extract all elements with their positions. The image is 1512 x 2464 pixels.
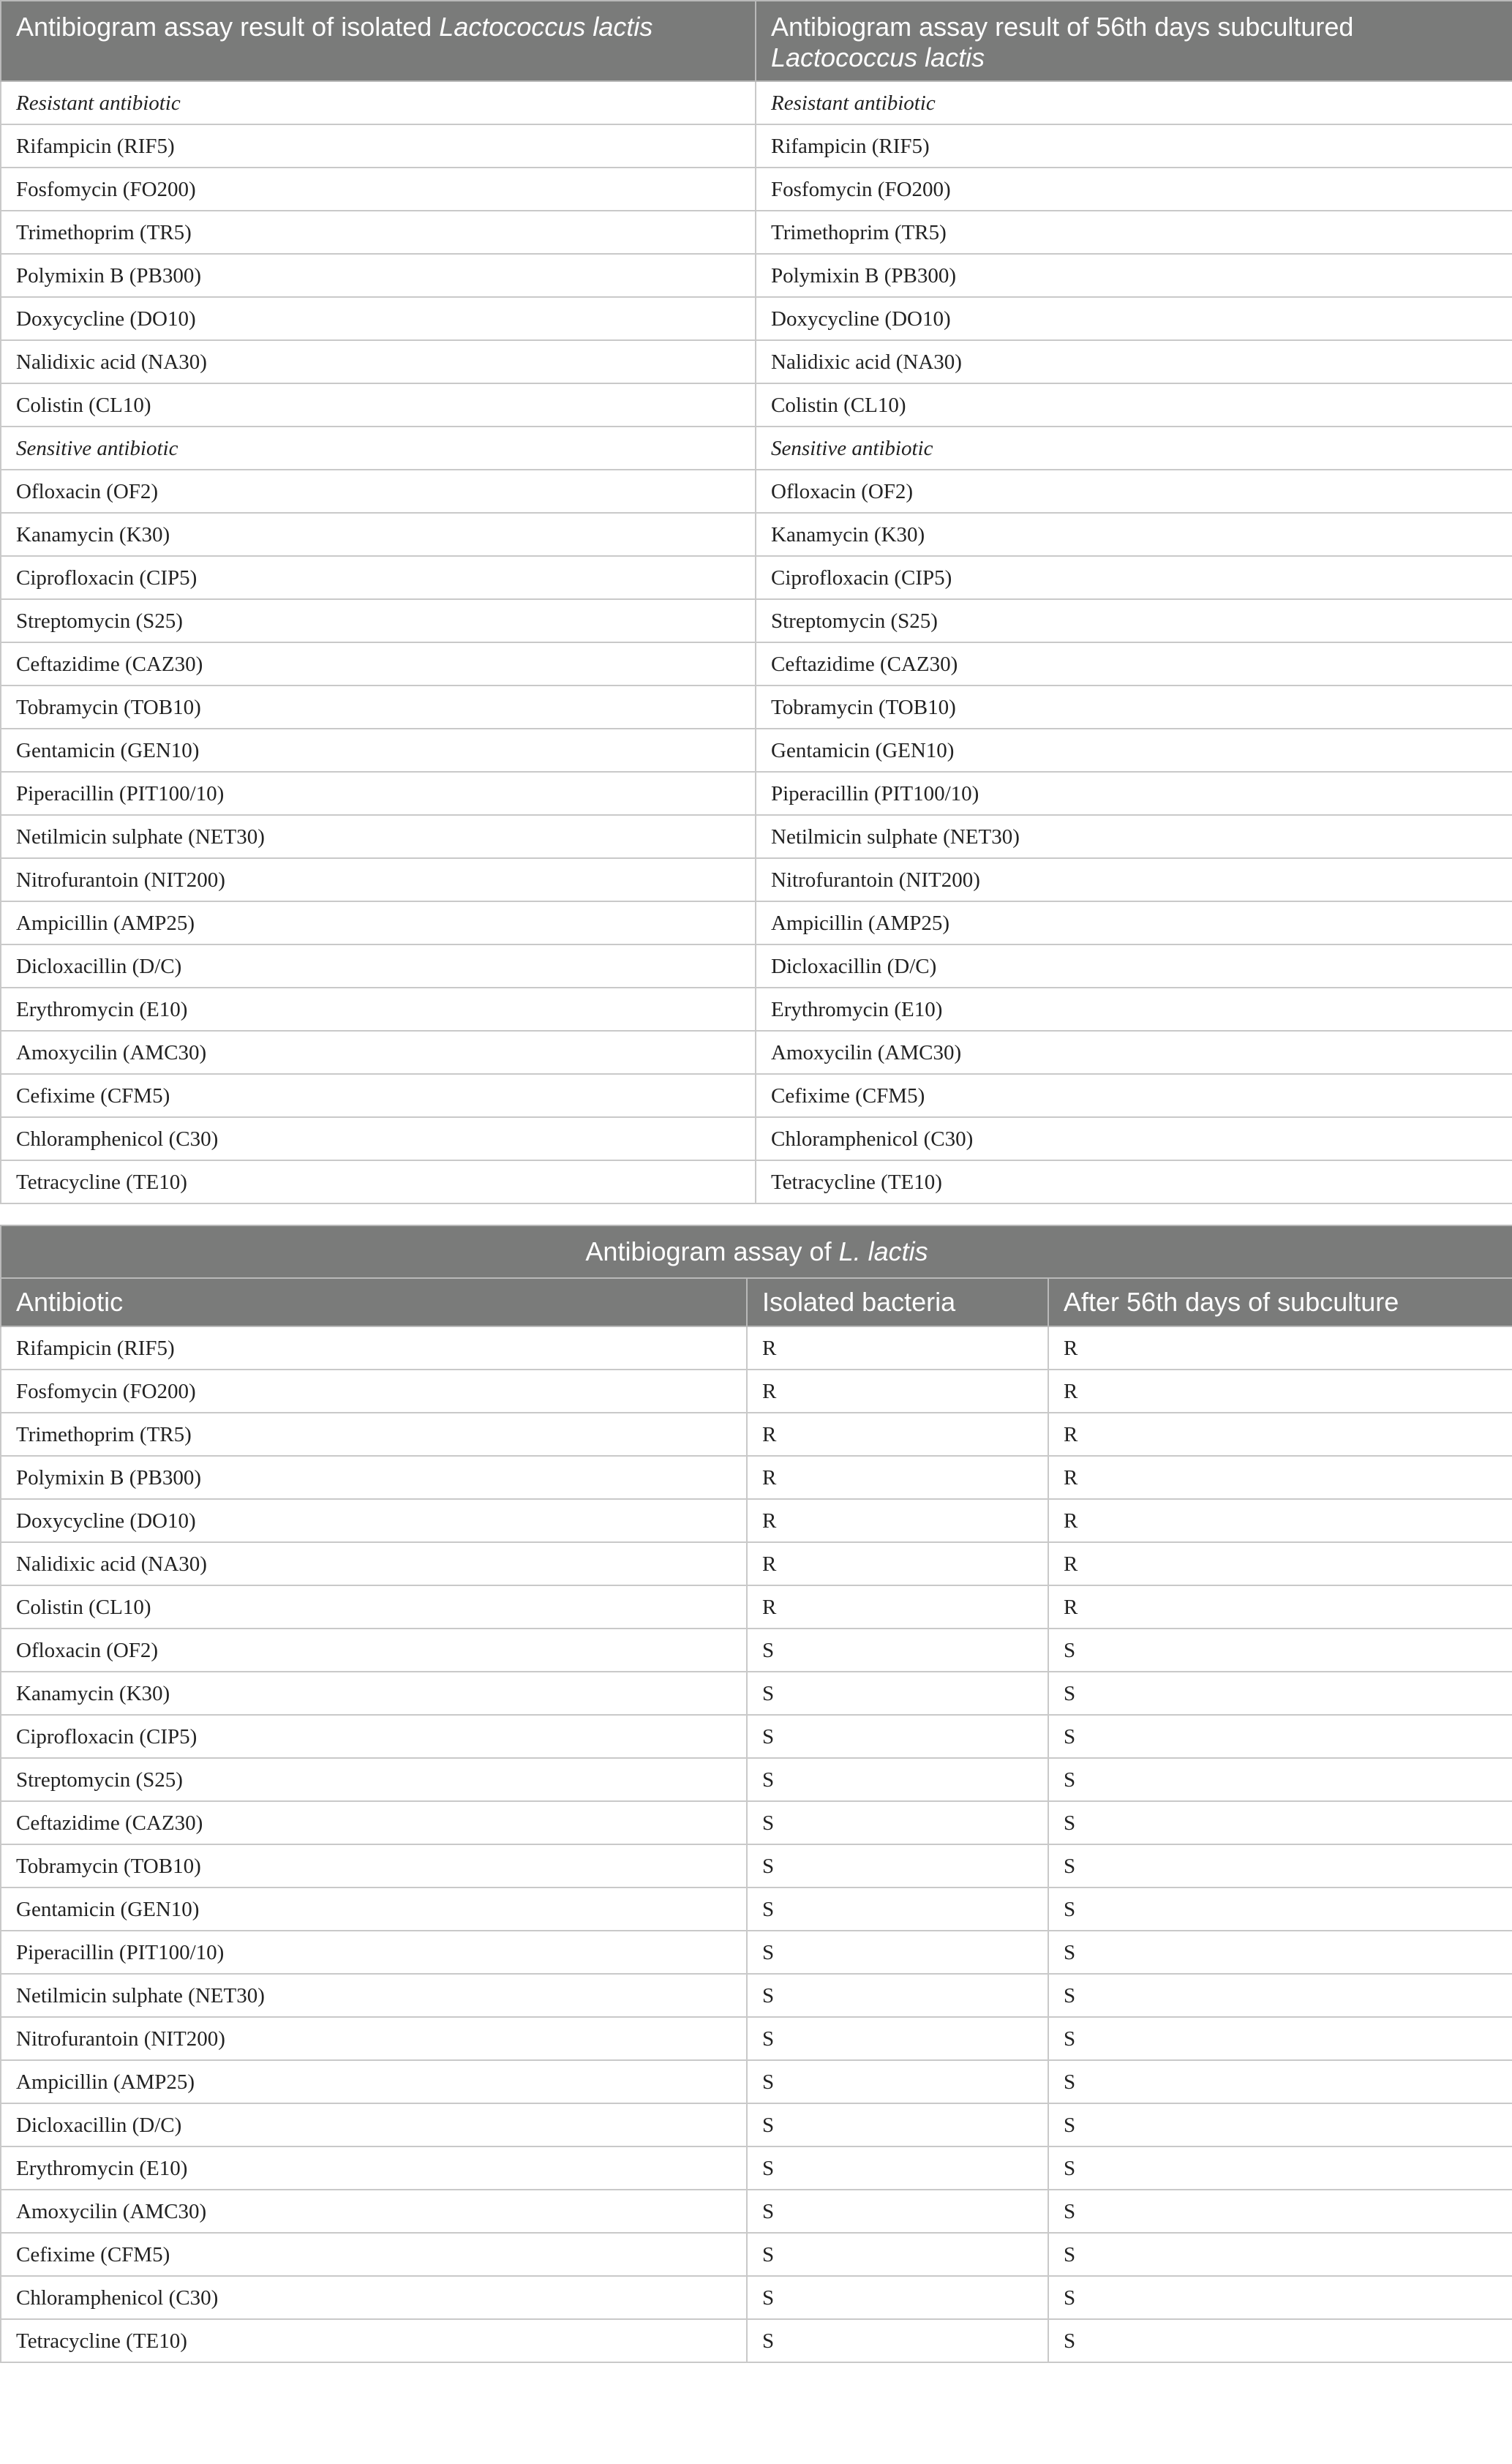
table-row — [1, 2190, 1512, 2233]
antibiotic-cell: Tobramycin (TOB10) — [1, 1844, 747, 1888]
antibiotic-cell: Tetracycline (TE10) — [1, 2319, 747, 2362]
table-row — [1, 211, 1512, 254]
subculture-result-cell: S — [1048, 2233, 1512, 2276]
subcultured-cell: Dicloxacillin (D/C) — [756, 944, 1512, 988]
table-row — [1, 1758, 1512, 1801]
subculture-result-cell: S — [1048, 2319, 1512, 2362]
subculture-result-cell: R — [1048, 1456, 1512, 1499]
antibiotic-cell: Cefixime (CFM5) — [1, 2233, 747, 2276]
subculture-result-cell: S — [1048, 1844, 1512, 1888]
subcultured-cell: Cefixime (CFM5) — [756, 1074, 1512, 1117]
table-row — [1, 1672, 1512, 1715]
table-row — [1, 1629, 1512, 1672]
subcultured-cell: Streptomycin (S25) — [756, 599, 1512, 642]
isolated-result-cell: R — [747, 1542, 1048, 1585]
isolated-cell: Nitrofurantoin (NIT200) — [1, 858, 756, 901]
antibiotic-cell: Netilmicin sulphate (NET30) — [1, 1974, 747, 2017]
isolated-cell: Piperacillin (PIT100/10) — [1, 772, 756, 815]
isolated-result-cell: S — [747, 1974, 1048, 2017]
subcultured-cell: Resistant antibiotic — [756, 81, 1512, 124]
subculture-result-cell: S — [1048, 2017, 1512, 2060]
subcultured-cell: Ceftazidime (CAZ30) — [756, 642, 1512, 686]
table-row — [1, 124, 1512, 168]
subculture-result-cell: S — [1048, 1715, 1512, 1758]
subcultured-cell: Nalidixic acid (NA30) — [756, 340, 1512, 383]
isolated-result-cell: R — [747, 1413, 1048, 1456]
table-row — [1, 297, 1512, 340]
isolated-cell: Erythromycin (E10) — [1, 988, 756, 1031]
table-row — [1, 1499, 1512, 1542]
isolated-cell: Sensitive antibiotic — [1, 427, 756, 470]
isolated-result-cell: R — [747, 1326, 1048, 1370]
table-row — [1, 2060, 1512, 2103]
table-row — [1, 642, 1512, 686]
table2-header-isolated: Isolated bacteria — [747, 1278, 1048, 1326]
isolated-result-cell: R — [747, 1585, 1048, 1629]
isolated-cell: Rifampicin (RIF5) — [1, 124, 756, 168]
subcultured-cell: Erythromycin (E10) — [756, 988, 1512, 1031]
subcultured-cell: Amoxycilin (AMC30) — [756, 1031, 1512, 1074]
subcultured-cell: Kanamycin (K30) — [756, 513, 1512, 556]
isolated-result-cell: R — [747, 1499, 1048, 1542]
isolated-cell: Resistant antibiotic — [1, 81, 756, 124]
subculture-result-cell: R — [1048, 1585, 1512, 1629]
subcultured-cell: Polymixin B (PB300) — [756, 254, 1512, 297]
table-row — [1, 1542, 1512, 1585]
table-row — [1, 1031, 1512, 1074]
isolated-result-cell: S — [747, 2233, 1048, 2276]
subcultured-cell: Chloramphenicol (C30) — [756, 1117, 1512, 1160]
table-row — [1, 1117, 1512, 1160]
subculture-result-cell: S — [1048, 2276, 1512, 2319]
antibiogram-summary-table — [0, 1225, 1512, 2363]
isolated-result-cell: S — [747, 2017, 1048, 2060]
table-row — [1, 1456, 1512, 1499]
isolated-cell: Trimethoprim (TR5) — [1, 211, 756, 254]
table-row — [1, 1160, 1512, 1203]
isolated-cell: Doxycycline (DO10) — [1, 297, 756, 340]
antibiogram-comparison-table — [0, 0, 1512, 1204]
antibiotic-cell: Trimethoprim (TR5) — [1, 1413, 747, 1456]
table-row — [1, 168, 1512, 211]
isolated-cell: Ceftazidime (CAZ30) — [1, 642, 756, 686]
antibiotic-cell: Dicloxacillin (D/C) — [1, 2103, 747, 2146]
table-row — [1, 772, 1512, 815]
table1-body — [1, 81, 1512, 1203]
isolated-cell: Fosfomycin (FO200) — [1, 168, 756, 211]
antibiotic-cell: Ciprofloxacin (CIP5) — [1, 1715, 747, 1758]
table-row — [1, 729, 1512, 772]
antibiotic-cell: Doxycycline (DO10) — [1, 1499, 747, 1542]
antibiotic-cell: Gentamicin (GEN10) — [1, 1888, 747, 1931]
isolated-result-cell: S — [747, 1801, 1048, 1844]
antibiotic-cell: Ofloxacin (OF2) — [1, 1629, 747, 1672]
antibiotic-cell: Nalidixic acid (NA30) — [1, 1542, 747, 1585]
subculture-result-cell: S — [1048, 2060, 1512, 2103]
table-row — [1, 556, 1512, 599]
subculture-result-cell: S — [1048, 2190, 1512, 2233]
antibiotic-cell: Polymixin B (PB300) — [1, 1456, 747, 1499]
isolated-cell: Cefixime (CFM5) — [1, 1074, 756, 1117]
table-row — [1, 340, 1512, 383]
isolated-cell: Polymixin B (PB300) — [1, 254, 756, 297]
isolated-result-cell: S — [747, 1844, 1048, 1888]
isolated-cell: Streptomycin (S25) — [1, 599, 756, 642]
table-row — [1, 1585, 1512, 1629]
isolated-cell: Amoxycilin (AMC30) — [1, 1031, 756, 1074]
table-row — [1, 1974, 1512, 2017]
table-row — [1, 254, 1512, 297]
isolated-cell: Dicloxacillin (D/C) — [1, 944, 756, 988]
antibiotic-cell: Colistin (CL10) — [1, 1585, 747, 1629]
antibiotic-cell: Kanamycin (K30) — [1, 1672, 747, 1715]
table-row — [1, 513, 1512, 556]
subcultured-cell: Trimethoprim (TR5) — [756, 211, 1512, 254]
subcultured-cell: Ciprofloxacin (CIP5) — [756, 556, 1512, 599]
isolated-cell: Nalidixic acid (NA30) — [1, 340, 756, 383]
isolated-result-cell: S — [747, 2103, 1048, 2146]
table-row — [1, 988, 1512, 1031]
table2-caption: Antibiogram assay of L. lactis — [1, 1225, 1512, 1278]
table-row — [1, 2276, 1512, 2319]
subculture-result-cell: R — [1048, 1370, 1512, 1413]
antibiotic-cell: Fosfomycin (FO200) — [1, 1370, 747, 1413]
isolated-result-cell: S — [747, 1931, 1048, 1974]
table-row — [1, 901, 1512, 944]
isolated-cell: Gentamicin (GEN10) — [1, 729, 756, 772]
antibiotic-cell: Chloramphenicol (C30) — [1, 2276, 747, 2319]
table-row — [1, 383, 1512, 427]
isolated-result-cell: R — [747, 1370, 1048, 1413]
isolated-result-cell: S — [747, 1672, 1048, 1715]
subcultured-cell: Ofloxacin (OF2) — [756, 470, 1512, 513]
isolated-result-cell: S — [747, 2276, 1048, 2319]
antibiotic-cell: Amoxycilin (AMC30) — [1, 2190, 747, 2233]
isolated-result-cell: S — [747, 1629, 1048, 1672]
antibiotic-cell: Rifampicin (RIF5) — [1, 1326, 747, 1370]
subculture-result-cell: S — [1048, 2146, 1512, 2190]
subcultured-cell: Tobramycin (TOB10) — [756, 686, 1512, 729]
table1-col2-header: Antibiogram assay result of 56th days subcultured Lactococcus lactis — [756, 1, 1512, 81]
isolated-result-cell: S — [747, 1715, 1048, 1758]
subcultured-cell: Nitrofurantoin (NIT200) — [756, 858, 1512, 901]
table-row — [1, 1370, 1512, 1413]
isolated-result-cell: S — [747, 2146, 1048, 2190]
antibiotic-cell: Nitrofurantoin (NIT200) — [1, 2017, 747, 2060]
antibiotic-cell: Streptomycin (S25) — [1, 1758, 747, 1801]
table-row — [1, 815, 1512, 858]
antibiotic-cell: Erythromycin (E10) — [1, 2146, 747, 2190]
table-row — [1, 81, 1512, 124]
isolated-result-cell: S — [747, 2190, 1048, 2233]
table-row — [1, 427, 1512, 470]
subculture-result-cell: S — [1048, 1931, 1512, 1974]
subcultured-cell: Gentamicin (GEN10) — [756, 729, 1512, 772]
isolated-result-cell: S — [747, 1888, 1048, 1931]
isolated-cell: Chloramphenicol (C30) — [1, 1117, 756, 1160]
table-row — [1, 599, 1512, 642]
isolated-cell: Colistin (CL10) — [1, 383, 756, 427]
subculture-result-cell: S — [1048, 1801, 1512, 1844]
subcultured-cell: Colistin (CL10) — [756, 383, 1512, 427]
table2-header-antibiotic: Antibiotic — [1, 1278, 747, 1326]
subcultured-cell: Sensitive antibiotic — [756, 427, 1512, 470]
table-row — [1, 2233, 1512, 2276]
isolated-cell: Netilmicin sulphate (NET30) — [1, 815, 756, 858]
subcultured-cell: Ampicillin (AMP25) — [756, 901, 1512, 944]
table2-body — [1, 1326, 1512, 2362]
subculture-result-cell: S — [1048, 1672, 1512, 1715]
subculture-result-cell: R — [1048, 1499, 1512, 1542]
table-row — [1, 1931, 1512, 1974]
antibiotic-cell: Ceftazidime (CAZ30) — [1, 1801, 747, 1844]
table2-caption-row — [1, 1225, 1512, 1278]
isolated-cell: Tetracycline (TE10) — [1, 1160, 756, 1203]
subcultured-cell: Piperacillin (PIT100/10) — [756, 772, 1512, 815]
table-row — [1, 1715, 1512, 1758]
table-row — [1, 1888, 1512, 1931]
table1-header-row — [1, 1, 1512, 81]
table-row — [1, 1326, 1512, 1370]
subcultured-cell: Netilmicin sulphate (NET30) — [756, 815, 1512, 858]
subculture-result-cell: S — [1048, 1629, 1512, 1672]
table1-col1-header: Antibiogram assay result of isolated Lactococcus lactis — [1, 1, 756, 81]
isolated-cell: Ofloxacin (OF2) — [1, 470, 756, 513]
subcultured-cell: Tetracycline (TE10) — [756, 1160, 1512, 1203]
isolated-result-cell: R — [747, 1456, 1048, 1499]
isolated-result-cell: S — [747, 1758, 1048, 1801]
subcultured-cell: Rifampicin (RIF5) — [756, 124, 1512, 168]
isolated-cell: Kanamycin (K30) — [1, 513, 756, 556]
isolated-result-cell: S — [747, 2060, 1048, 2103]
subculture-result-cell: R — [1048, 1413, 1512, 1456]
antibiotic-cell: Ampicillin (AMP25) — [1, 2060, 747, 2103]
antibiotic-cell: Piperacillin (PIT100/10) — [1, 1931, 747, 1974]
subculture-result-cell: S — [1048, 1974, 1512, 2017]
table-row — [1, 1844, 1512, 1888]
table-row — [1, 2319, 1512, 2362]
subcultured-cell: Fosfomycin (FO200) — [756, 168, 1512, 211]
subculture-result-cell: S — [1048, 1888, 1512, 1931]
table-row — [1, 2146, 1512, 2190]
table2-column-header-row — [1, 1278, 1512, 1326]
table-row — [1, 470, 1512, 513]
table-row — [1, 686, 1512, 729]
subculture-result-cell: S — [1048, 2103, 1512, 2146]
table-row — [1, 1801, 1512, 1844]
isolated-cell: Ampicillin (AMP25) — [1, 901, 756, 944]
subculture-result-cell: R — [1048, 1326, 1512, 1370]
subcultured-cell: Doxycycline (DO10) — [756, 297, 1512, 340]
isolated-result-cell: S — [747, 2319, 1048, 2362]
table-row — [1, 1413, 1512, 1456]
table-row — [1, 2017, 1512, 2060]
subculture-result-cell: S — [1048, 1758, 1512, 1801]
isolated-cell: Ciprofloxacin (CIP5) — [1, 556, 756, 599]
isolated-cell: Tobramycin (TOB10) — [1, 686, 756, 729]
table2-header-subculture: After 56th days of subculture — [1048, 1278, 1512, 1326]
table-row — [1, 2103, 1512, 2146]
table-row — [1, 1074, 1512, 1117]
table-row — [1, 858, 1512, 901]
subculture-result-cell: R — [1048, 1542, 1512, 1585]
table-row — [1, 944, 1512, 988]
